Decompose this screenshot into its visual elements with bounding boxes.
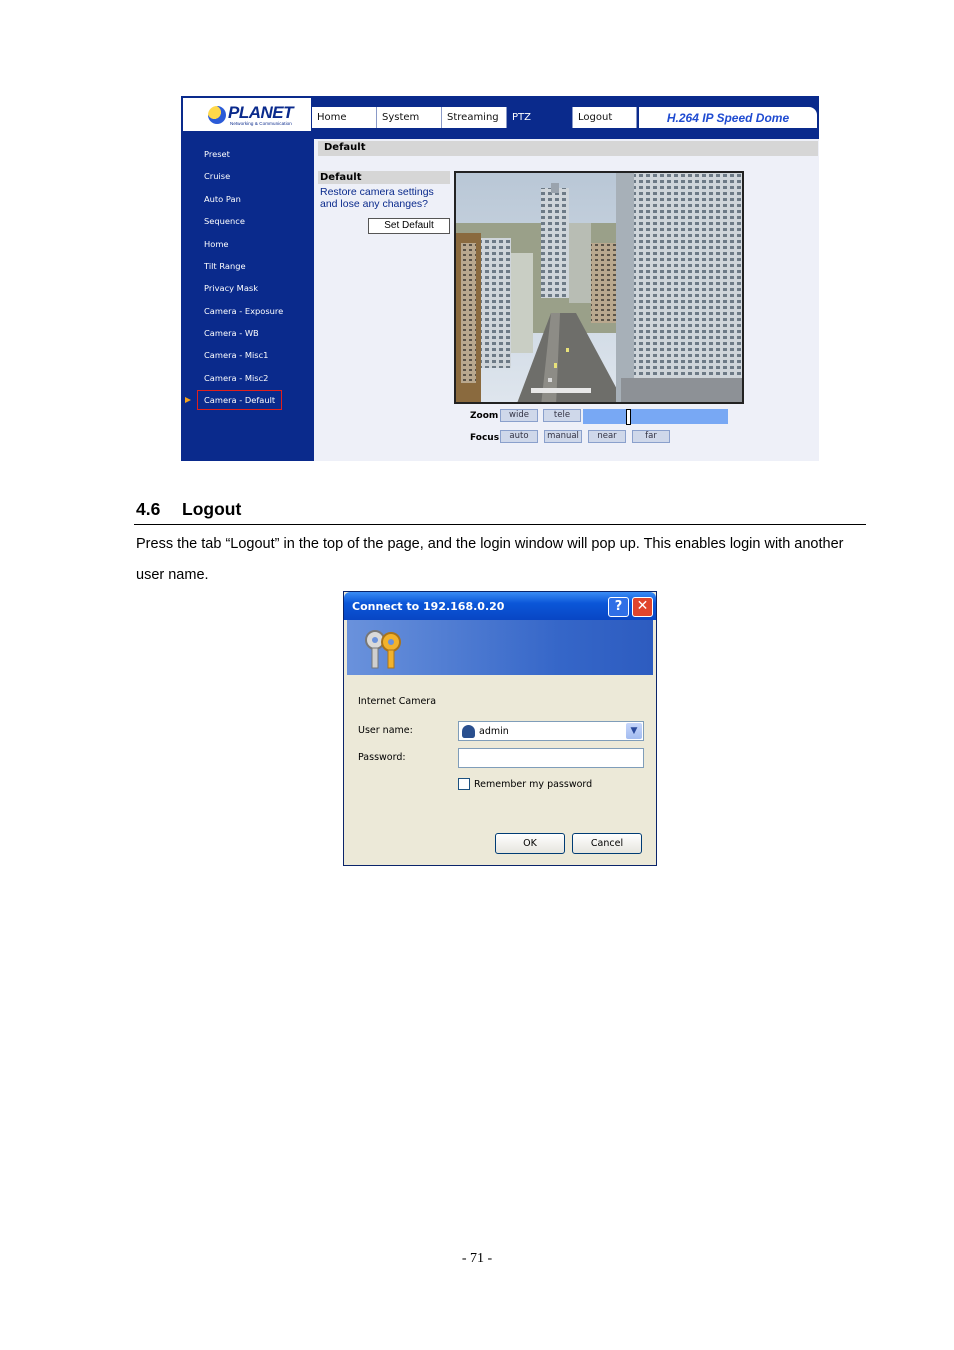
product-name: H.264 IP Speed Dome	[639, 107, 817, 128]
logo-brand: PLANET	[228, 103, 293, 122]
cancel-button[interactable]: Cancel	[572, 833, 642, 854]
focus-near-button[interactable]: near	[588, 430, 626, 443]
panel-title: Default	[318, 171, 450, 184]
tab-system[interactable]: System	[377, 107, 442, 128]
sidebar-item-camera-misc2[interactable]: Camera - Misc2	[204, 373, 269, 383]
remember-password-checkbox[interactable]	[458, 778, 470, 790]
default-panel	[318, 171, 452, 251]
focus-far-button[interactable]: far	[632, 430, 670, 443]
zoom-label: Zoom	[470, 411, 499, 421]
zoom-wide-button[interactable]: wide	[500, 409, 538, 422]
zoom-tele-button[interactable]: tele	[543, 409, 581, 422]
city-street-image	[456, 173, 744, 404]
heading-rule	[134, 524, 866, 525]
dialog-banner	[347, 620, 653, 675]
username-select[interactable]	[458, 721, 644, 741]
page-number: - 71 -	[461, 1251, 493, 1266]
selected-arrow-icon	[185, 397, 191, 403]
section-number: 4.6	[136, 499, 161, 519]
dialog-title: Connect to 192.168.0.20	[352, 600, 505, 613]
ok-button[interactable]: OK	[495, 833, 565, 854]
focus-manual-button[interactable]: manual	[544, 430, 582, 443]
section-heading	[136, 499, 241, 520]
zoom-slider-handle[interactable]	[626, 409, 631, 425]
planet-logo	[183, 98, 311, 131]
tab-logout[interactable]: Logout	[573, 107, 637, 128]
tab-ptz[interactable]: PTZ	[507, 107, 573, 128]
sidebar-item-cruise[interactable]: Cruise	[204, 171, 231, 181]
close-icon[interactable]: ✕	[632, 597, 653, 617]
sidebar-item-sequence[interactable]: Sequence	[204, 216, 245, 226]
username-value: admin	[479, 726, 509, 737]
zoom-slider[interactable]	[583, 409, 728, 424]
sidebar-item-camera-wb[interactable]: Camera - WB	[204, 328, 259, 338]
sidebar-item-privacy-mask[interactable]: Privacy Mask	[204, 283, 259, 293]
sidebar-item-home[interactable]: Home	[204, 239, 229, 249]
section-title-bar: Default	[318, 141, 818, 156]
sidebar-item-camera-misc1[interactable]: Camera - Misc1	[204, 350, 269, 360]
chevron-down-icon[interactable]: ▼	[626, 723, 642, 739]
focus-auto-button[interactable]: auto	[500, 430, 538, 443]
sidebar-item-preset[interactable]: Preset	[204, 149, 230, 159]
planet-globe-icon	[208, 106, 226, 124]
focus-label: Focus	[470, 433, 500, 443]
password-label: Password:	[358, 752, 406, 763]
login-dialog-screenshot	[343, 591, 657, 866]
username-label: User name:	[358, 725, 413, 736]
remember-password-label: Remember my password	[474, 779, 593, 790]
live-video-view	[454, 171, 744, 404]
ptz-sidebar	[181, 139, 314, 461]
sidebar-item-auto-pan[interactable]: Auto Pan	[204, 194, 241, 204]
sidebar-item-camera-exposure[interactable]: Camera - Exposure	[204, 306, 284, 316]
panel-description: Restore camera settings and lose any changes?	[320, 186, 434, 210]
dialog-titlebar	[344, 592, 656, 620]
logo-tagline: Networking & Communication	[230, 121, 292, 126]
sidebar-item-camera-default[interactable]: Camera - Default	[197, 390, 282, 410]
password-field[interactable]	[458, 748, 644, 768]
realm-label: Internet Camera	[358, 696, 437, 707]
help-icon[interactable]: ?	[608, 597, 629, 617]
user-icon	[462, 725, 475, 738]
camera-web-ui-screenshot	[181, 96, 819, 461]
tab-home[interactable]: Home	[312, 107, 377, 128]
sidebar-item-tilt-range[interactable]: Tilt Range	[204, 261, 246, 271]
section-body: Press the tab “Logout” in the top of the page, and the login window will pop up. This enables login with another user name.	[136, 536, 844, 583]
main-tabs	[312, 107, 637, 128]
set-default-button[interactable]: Set Default	[368, 218, 450, 234]
tab-streaming[interactable]: Streaming	[442, 107, 507, 128]
keys-icon	[361, 626, 409, 670]
section-title: Logout	[182, 499, 242, 519]
